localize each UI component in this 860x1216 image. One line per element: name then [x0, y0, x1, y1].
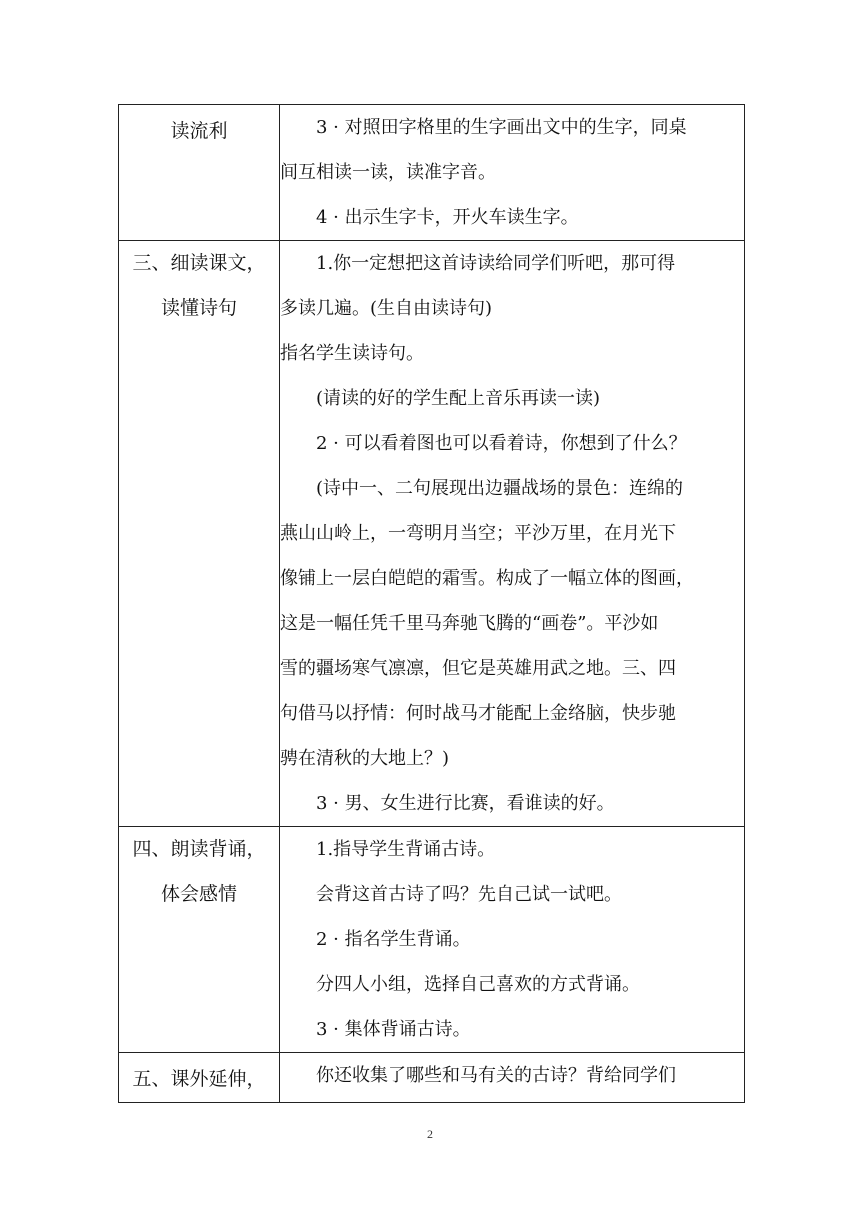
content-line: 分四人小组，选择自己喜欢的方式背诵。 [316, 974, 640, 995]
stage-cell [119, 241, 280, 827]
content-line: 雪的疆场寒气凛凛，但它是英雄用武之地。三、四 [280, 658, 676, 679]
page-number: 2 [427, 1127, 433, 1141]
content-line: 像铺上一层白皑皑的霜雪。构成了一幅立体的图画， [280, 568, 694, 589]
content-line: 会背这首古诗了吗？先自己试一试吧。 [316, 884, 622, 905]
stage-label: 读懂诗句 [160, 297, 237, 319]
stage-cell [119, 105, 280, 241]
content-line: 燕山山岭上，一弯明月当空；平沙万里，在月光下 [280, 523, 676, 544]
content-line: 4 · 出示生字卡，开火车读生字。 [316, 207, 579, 228]
content-line: 句借马以抒情：何时战马才能配上金络脑，快步驰 [280, 703, 676, 724]
content-line: 指名学生读诗句。 [280, 343, 424, 364]
content-line: 多读几遍。(生自由读诗句) [280, 298, 493, 319]
lesson-plan-table [118, 104, 745, 1103]
stage-label: 三、细读课文， [132, 252, 266, 274]
content-cell [280, 827, 745, 1053]
content-line: 1.你一定想把这首诗读给同学们听吧，那可得 [316, 253, 676, 274]
stage-label: 四、朗读背诵， [132, 838, 266, 860]
content-line: 3 · 男、女生进行比赛，看谁读的好。 [316, 793, 615, 814]
stage-label: 体会感情 [160, 883, 237, 905]
content-line: 3 · 对照田字格里的生字画出文中的生字，同桌 [316, 117, 687, 138]
table-row [119, 827, 745, 1053]
content-line: 骋在清秋的大地上？) [280, 748, 450, 769]
stage-cell [119, 827, 280, 1053]
content-line: 这是一幅任凭千里马奔驰飞腾的“画卷”。平沙如 [280, 613, 659, 634]
content-line: 1.指导学生背诵古诗。 [316, 839, 496, 860]
content-line: 你还收集了哪些和马有关的古诗？背给同学们 [316, 1065, 676, 1086]
stage-label: 五、课外延伸， [132, 1068, 266, 1090]
table-row [119, 105, 745, 241]
content-cell [280, 1053, 745, 1103]
table-row [119, 241, 745, 827]
table-row [119, 1053, 745, 1103]
content-line: (诗中一、二句展现出边疆战场的景色：连绵的 [316, 478, 684, 499]
stage-cell [119, 1053, 280, 1103]
content-line: (请读的好的学生配上音乐再读一读) [316, 388, 601, 409]
content-line: 3 · 集体背诵古诗。 [316, 1019, 471, 1040]
stage-label: 读流利 [170, 120, 228, 142]
content-line: 2 · 可以看着图也可以看着诗，你想到了什么？ [316, 433, 687, 454]
content-line: 间互相读一读，读准字音。 [280, 162, 496, 183]
content-line: 2 · 指名学生背诵。 [316, 929, 471, 950]
content-cell [280, 105, 745, 241]
content-cell [280, 241, 745, 827]
